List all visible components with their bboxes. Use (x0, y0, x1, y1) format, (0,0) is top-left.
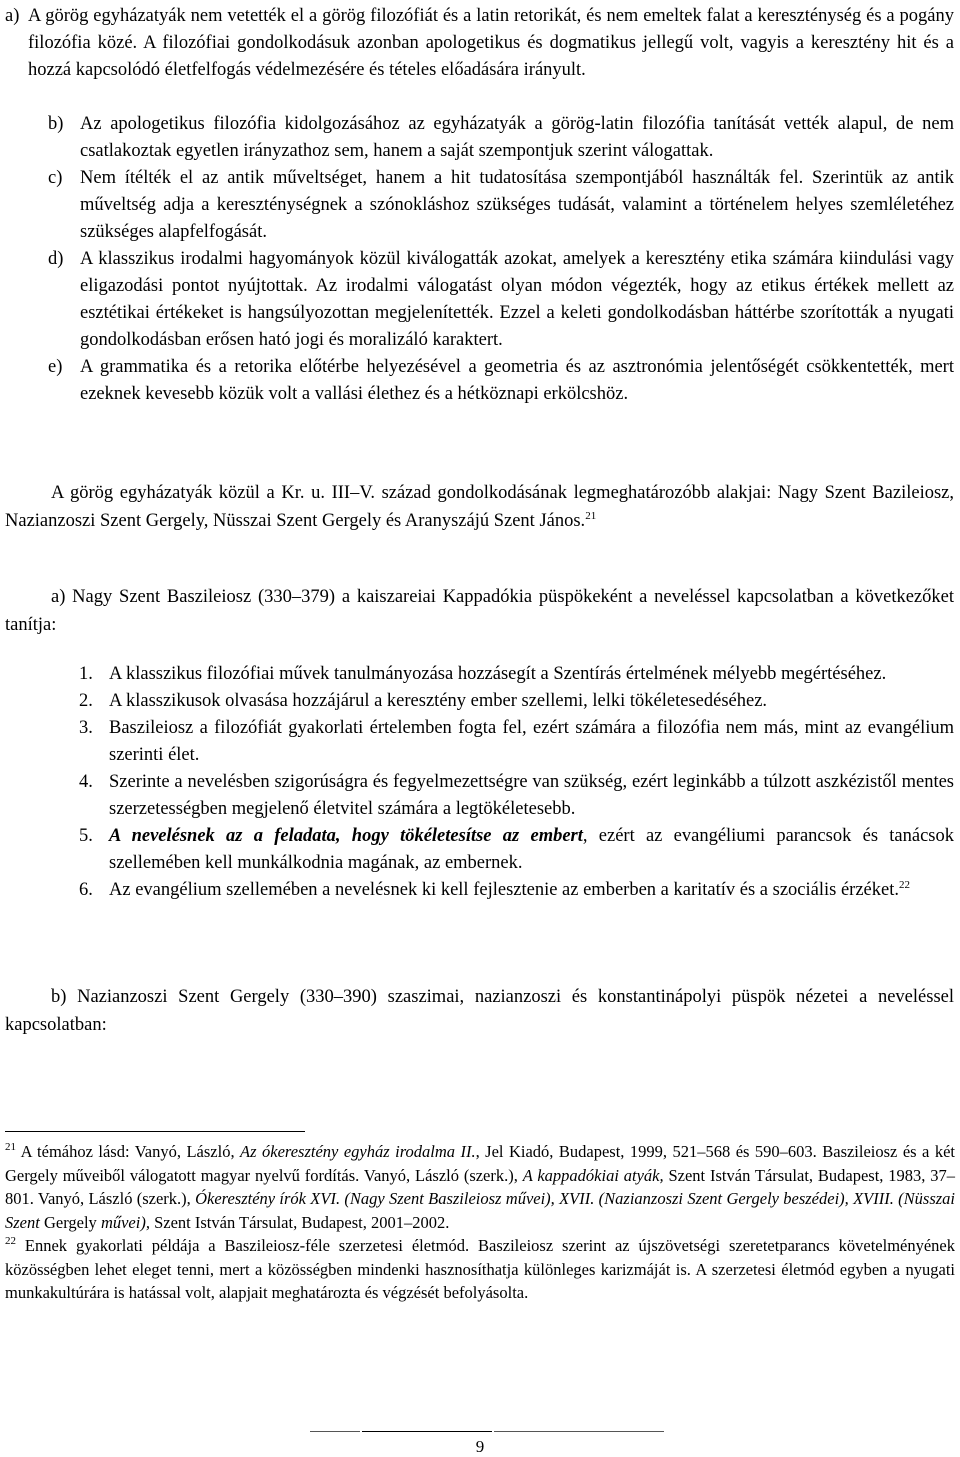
teaching-item (0, 661, 960, 688)
footnote-text: Ennek gyakorlati példája a Baszileiosz-féle szerzetesi életmód. Baszileiosz szerint az újszövetségi szeretetparancs követelményének közösségben lehet eleget tenni, mert a közösségben mindenki hasznosíthatja különleges karizmáját is. A szerzetesi életmód egyben a nyugati munkakultúrára is hatással volt, alapjait meghatározta és végzését befolyásolta. (5, 1236, 955, 1302)
teaching-number: 4. (79, 772, 93, 792)
footnote-text: , Jel Kiadó, Budapest, 1999, 521–568 és 590–603. Baszileiosz és a két Gergely műveiből válogatott magyar nyelvű fordítás. Vanyó, László (szerk.), (5, 1142, 956, 1185)
teaching-item (0, 688, 960, 715)
point-text: Az apologetikus filozófia kidolgozásához az egyházatyák a görög-latin filozófia tanítását vették alapul, de nem csatlakoztak egyetlen irányzathoz sem, hanem a saját szempontjuk szerint válogattak. (80, 114, 954, 161)
bottom-rule-center (362, 1431, 492, 1432)
point-e (0, 354, 960, 408)
basil-block (0, 583, 960, 639)
footnote-text: A témához lásd: Vanyó, László, (20, 1142, 241, 1161)
intro-paragraph (0, 479, 960, 535)
point-text: A görög egyházatyák nem vetették el a görög filozófiát és a latin retorikát, és nem emeltek falat a kereszténység és a pogány filozófia közé. A filozófiai gondolkodásuk azonban apologetikus és dogmatikus jellegű volt, vagyis a keresztény hit és a hozzá kapcsolódó életfelfogás védelmezésére és tételes előadására irányult. (28, 6, 954, 80)
footnote-text: Szent István Társulat, Budapest, 1983, 37–801. Vanyó, László (szerk.), (5, 1165, 956, 1208)
teaching-number: 6. (79, 880, 93, 900)
teaching-item (0, 769, 960, 823)
teaching-number: 2. (79, 691, 93, 711)
point-marker: c) (48, 168, 63, 188)
footnotes (5, 1140, 955, 1305)
point-text: A klasszikus irodalmi hagyományok közül kiválogatták azokat, amelyek a keresztény etika számára kiindulási vagy eligazodási pontot nyújtottak. Az irodalmi válogatást olyan módon végezték, hogy az etikus értékek mellett az esztétikai értékeket is hangsúlyozottan megjelenítették. Ezzel a keleti gondolkodásban háttérbe szorították a nyugati gondolkodásban erősen ható jogi és moralizáló karaktert. (80, 249, 954, 350)
points-list-cont (0, 111, 960, 408)
basil-paragraph (0, 583, 960, 639)
footnote-ref-22[interactable]: 22 (898, 879, 910, 891)
teaching-emphasis: A nevelésnek az a feladata, hogy tökéletesítse az embert (109, 826, 583, 846)
teaching-number: 1. (79, 664, 93, 684)
footnote-number: 21 (5, 1141, 16, 1153)
footnote-title: Ókeresztény írók XVI. (Nagy Szent Baszileiosz művei), XVII. (Nazianzoszi Szent Gergely beszédei), XVIII. (Nüsszai Szent (5, 1189, 956, 1232)
point-d (0, 246, 960, 354)
bottom-rule-right (494, 1431, 664, 1432)
footnote-21 (5, 1140, 955, 1234)
teaching-item (0, 877, 960, 904)
footnote-title: művei), (100, 1212, 150, 1232)
point-text: Nem ítélték el az antik műveltséget, hanem a hit tudatosítása szempontjából használták fel. Szerintük az antik műveltség adja a kereszténységnek a szónokláshoz szükséges tudását, valamint a történelem helyes szemléletéhez szükséges alapfelfogását. (80, 168, 954, 242)
gregory-block (0, 983, 960, 1039)
teaching-text: A klasszikusok olvasása hozzájárul a keresztény ember szellemi, lelki tökéletesedéséhez. (109, 691, 768, 711)
point-marker: b) (48, 114, 64, 134)
teaching-text: , ezért az evangéliumi parancsok és tanácsok szellemében kell munkálkodnia magának, az embernek. (109, 826, 954, 873)
basil-text: a) Nagy Szent Baszileiosz (330–379) a kaiszareiai Kappadókia püspökeként a neveléssel kapcsolatban a következőket tanítja: (5, 587, 954, 635)
teaching-text: Szerinte a nevelésben szigorúságra és fegyelmezettségre van szükség, ezért leginkább a túlzott aszkézistől mentes szerzetességben megjelenő életvitel számára a legtökéletesebb. (109, 772, 954, 819)
teaching-item (0, 715, 960, 769)
intro-text: A görög egyházatyák közül a Kr. u. III–V. század gondolkodásának legmeghatározóbb alakjai: Nagy Szent Bazileiosz, Nazianzoszi Szent Gergely, Nüsszai Szent Gergely és Aranyszájú Szent János. (5, 483, 954, 531)
teaching-text: Baszileiosz a filozófiát gyakorlati értelemben fogta fel, ezért számára a filozófia nem más, mint az evangélium szerinti élet. (109, 718, 954, 765)
teaching-number: 3. (79, 718, 93, 738)
footnote-22 (5, 1234, 955, 1305)
footnote-text: Szent István Társulat, Budapest, 2001–2002. (149, 1212, 450, 1232)
teaching-text: Az evangélium szellemében a nevelésnek ki kell fejlesztenie az emberben a karitatív és a szociális érzéket. (109, 880, 899, 900)
footnote-text: Gergely (39, 1212, 101, 1232)
teaching-number: 5. (79, 826, 93, 846)
point-marker: d) (48, 249, 64, 269)
point-text: A grammatika és a retorika előtérbe helyezésével a geometria és az asztronómia jelentőségét csökkentették, mert ezeknek kevesebb közük volt a vallási élethez és a hétköznapi erkölcshöz. (80, 357, 954, 404)
gregory-text: b) Nazianzoszi Szent Gergely (330–390) szaszimai, nazianzoszi és konstantinápolyi püspök nézetei a neveléssel kapcsolatban: (5, 987, 954, 1035)
point-a (0, 3, 960, 84)
gregory-paragraph (0, 983, 960, 1039)
footnote-title: A kappadókiai atyák, (522, 1165, 664, 1185)
page-number: 9 (475, 1437, 485, 1456)
teaching-item (0, 823, 960, 877)
point-b (0, 111, 960, 165)
teaching-text: A klasszikus filozófiai művek tanulmányozása hozzásegít a Szentírás értelmének mélyebb megértéséhez. (109, 664, 887, 684)
points-list (0, 3, 960, 84)
footnote-title: Az ókeresztény egyház irodalma II. (240, 1142, 476, 1161)
point-marker: a) (5, 6, 20, 26)
bottom-rule-left (310, 1431, 360, 1432)
point-marker: e) (48, 357, 63, 377)
footnote-ref-21[interactable]: 21 (585, 510, 597, 522)
footnote-number: 22 (5, 1235, 16, 1247)
teachings-list (0, 661, 960, 904)
intro-block (0, 479, 960, 535)
footnote-separator (5, 1131, 305, 1132)
point-c (0, 165, 960, 246)
